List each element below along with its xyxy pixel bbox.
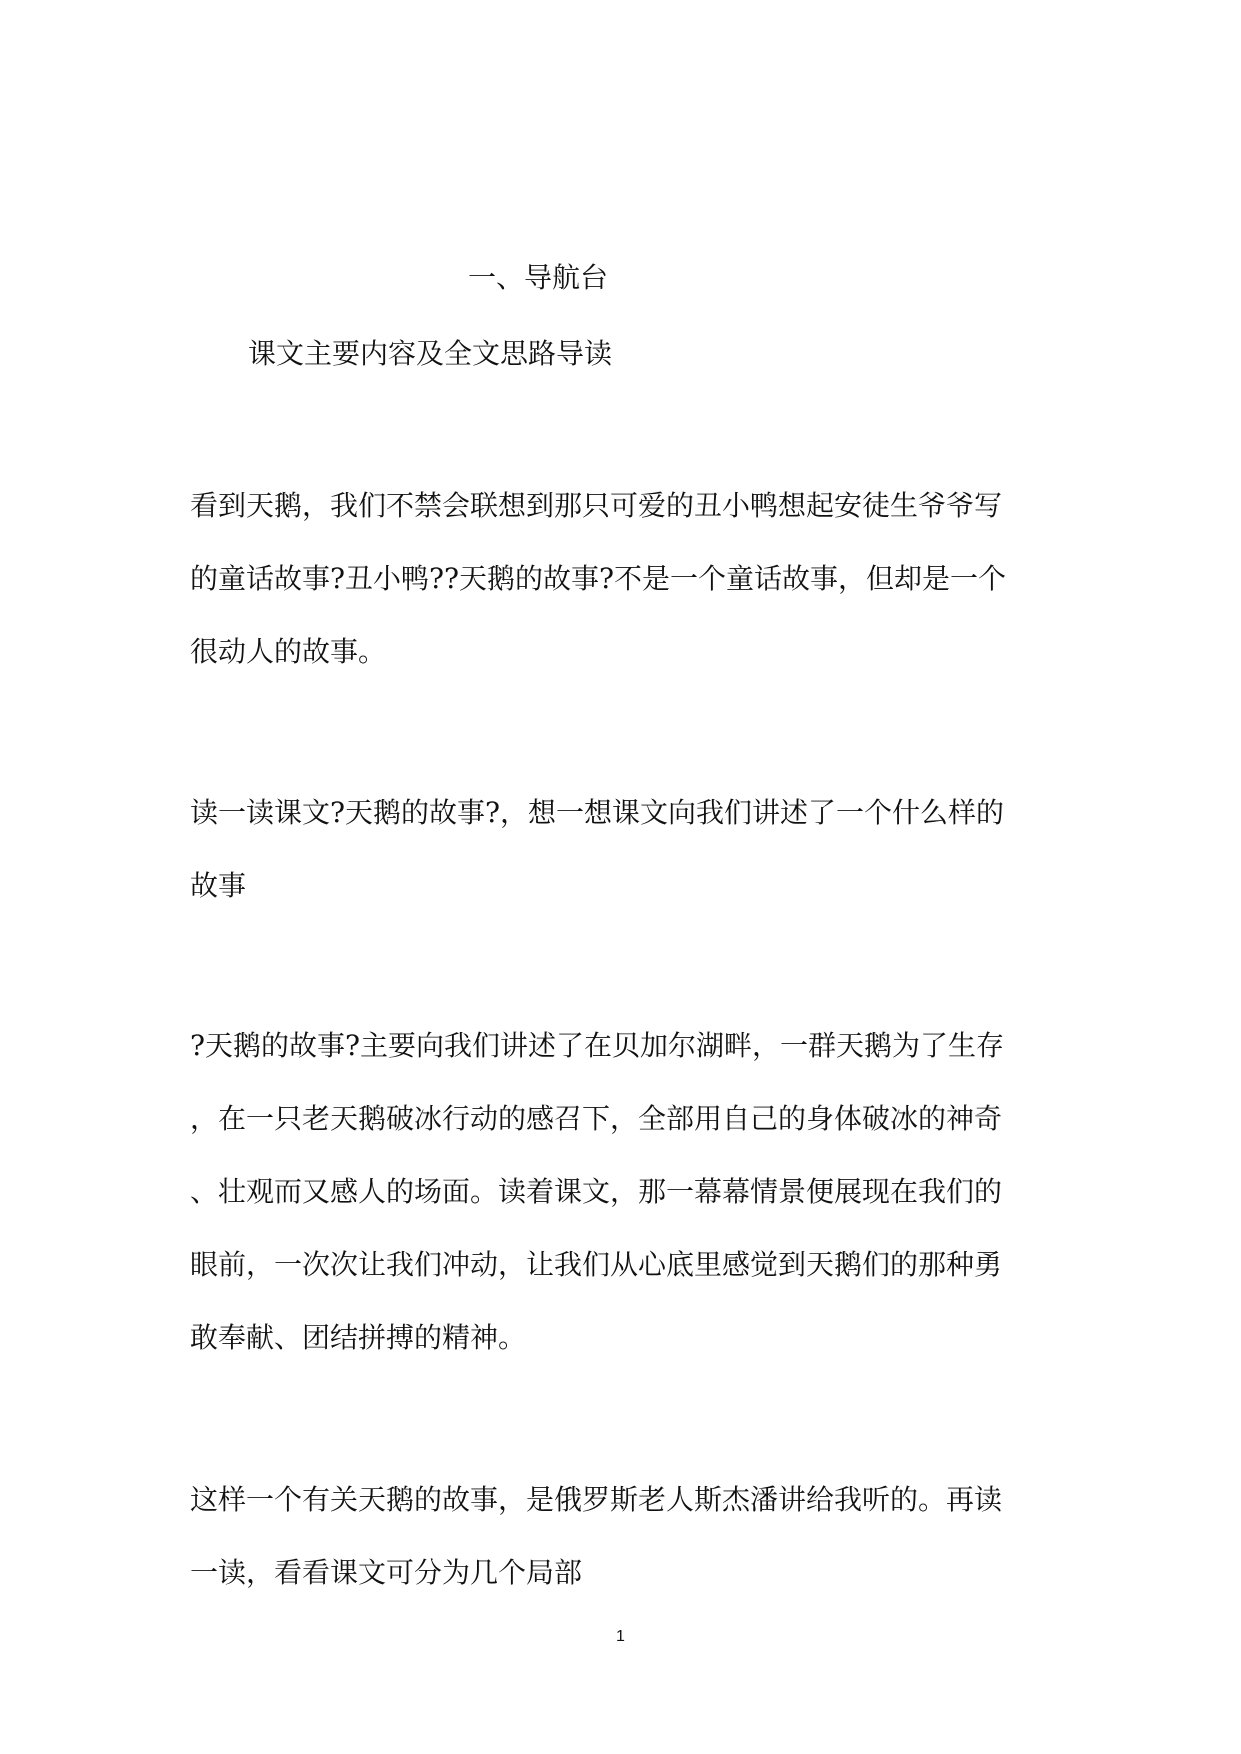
paragraph-line: 看到天鹅，我们不禁会联想到那只可爱的丑小鸭想起安徒生爷爷写: [190, 489, 1003, 522]
paragraph-4: [190, 1463, 1070, 1609]
paragraph-line: 这样一个有关天鹅的故事，是俄罗斯老人斯杰潘讲给我听的。再读: [190, 1483, 1003, 1516]
paragraph-line: ，在一只老天鹅破冰行动的感召下，全部用自己的身体破冰的神奇: [190, 1102, 1003, 1135]
paragraph-line: 很动人的故事。: [190, 635, 387, 668]
paragraph-line: 读一读课文?天鹅的故事?，想一想课文向我们讲述了一个什么样的: [190, 796, 1005, 829]
section-heading: 一、导航台: [468, 261, 609, 294]
paragraph-line: 一读，看看课文可分为几个局部: [190, 1556, 583, 1589]
paragraph-line: 眼前，一次次让我们冲动，让我们从心底里感觉到天鹅们的那种勇: [190, 1248, 1003, 1281]
section-subheading: 课文主要内容及全文思路导读: [248, 337, 613, 370]
page-number: 1: [616, 1628, 625, 1645]
paragraph-line: ?天鹅的故事?主要向我们讲述了在贝加尔湖畔，一群天鹅为了生存: [190, 1029, 1005, 1062]
paragraph-1: [190, 469, 1070, 688]
paragraph-line: 的童话故事?丑小鸭??天鹅的故事?不是一个童话故事，但却是一个: [190, 562, 1007, 595]
paragraph-2: [190, 776, 1070, 922]
paragraph-3: [190, 1009, 1070, 1374]
paragraph-line: 故事: [190, 869, 247, 902]
paragraph-line: 、壮观而又感人的场面。读着课文，那一幕幕情景便展现在我们的: [190, 1175, 1003, 1208]
paragraph-line: 敢奉献、团结拼搏的精神。: [190, 1321, 527, 1354]
